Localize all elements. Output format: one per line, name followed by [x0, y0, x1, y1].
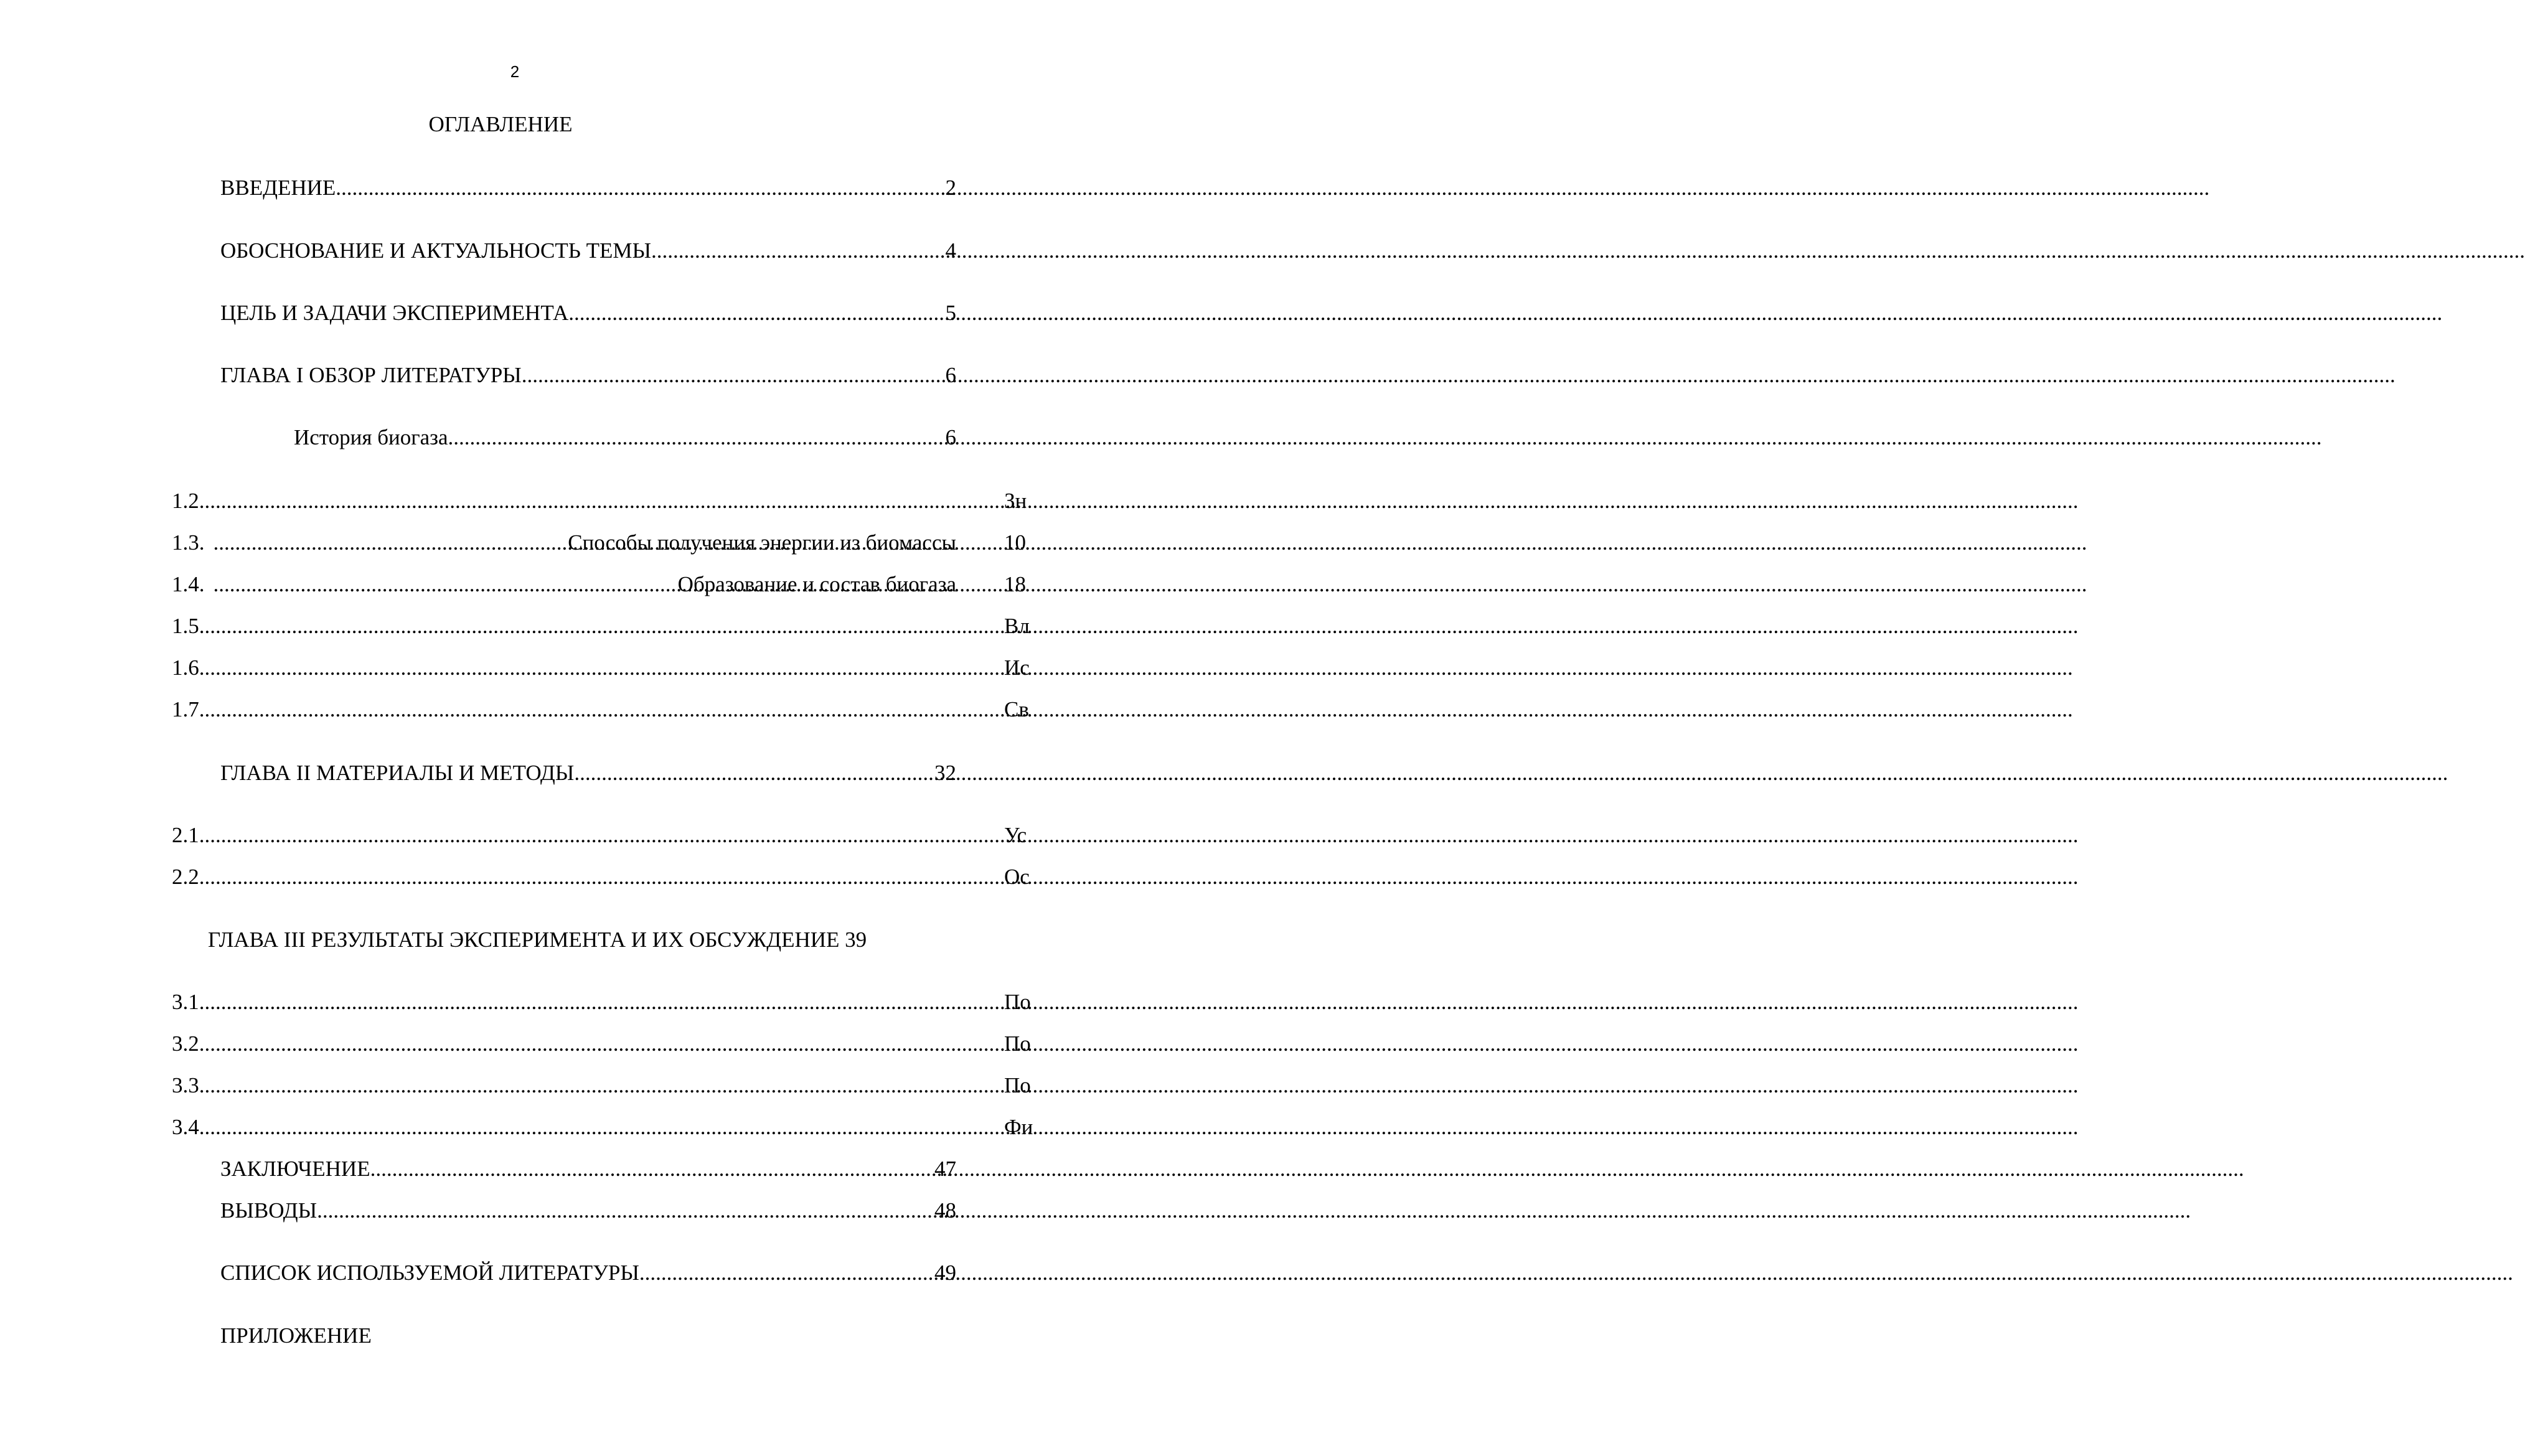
dot-leader	[205, 1073, 953, 1098]
toc-entry-label: ГЛАВА II МАТЕРИАЛЫ И МЕТОДЫ	[220, 761, 575, 785]
toc-item-2-1[interactable]	[172, 823, 952, 848]
item-overflow-text: По	[1004, 1031, 1031, 1056]
item-number: 3.2.	[172, 1031, 205, 1056]
item-number: 3.3.	[172, 1073, 205, 1097]
toc-entry-chapter-1[interactable]	[220, 363, 956, 388]
dot-leader	[448, 425, 941, 450]
toc-item-1-2[interactable]	[172, 489, 952, 514]
dot-leader	[651, 238, 940, 263]
toc-entry-label: ЗАКЛЮЧЕНИЕ	[220, 1157, 370, 1181]
item-number: 3.1.	[172, 990, 205, 1014]
toc-entry-page: 4	[945, 238, 956, 263]
item-title: Способы получения энергии из биомассы	[568, 530, 956, 555]
toc-entry-conclusion[interactable]	[220, 1157, 956, 1181]
item-overflow-text: 10	[1004, 530, 1026, 555]
dot-leader	[568, 301, 940, 326]
dot-leader	[522, 363, 941, 388]
item-overflow-text: Вл	[1004, 614, 1030, 638]
toc-entry-label: ЦЕЛЬ И ЗАДАЧИ ЭКСПЕРИМЕНТА	[220, 301, 569, 325]
toc-entry-goals[interactable]	[220, 301, 956, 326]
item-overflow-text: 18	[1004, 572, 1026, 596]
toc-entry-page: 48	[934, 1198, 956, 1223]
toc-entry-relevance[interactable]	[220, 238, 956, 263]
toc-entry-page: 39	[845, 928, 867, 952]
toc-item-1-5[interactable]	[172, 614, 952, 639]
toc-entry-label: ГЛАВА III РЕЗУЛЬТАТЫ ЭКСПЕРИМЕНТА И ИХ ОБСУЖДЕНИЕ	[208, 928, 840, 952]
dot-leader	[317, 1198, 929, 1223]
toc-entry-page: 5	[945, 301, 956, 325]
item-overflow-text: Ис	[1004, 655, 1030, 680]
item-number: 1.6	[172, 655, 199, 680]
toc-entry-label: ВЫВОДЫ	[220, 1198, 317, 1223]
dot-leader	[205, 823, 953, 848]
toc-entry-page: 49	[934, 1261, 956, 1285]
item-number: 1.4.	[172, 572, 205, 596]
toc-entry-page: 2	[945, 176, 956, 200]
toc-title: ОГЛАВЛЕНИЕ	[428, 112, 573, 136]
toc-item-3-1[interactable]	[172, 990, 952, 1015]
item-overflow-text: Ус	[1004, 823, 1027, 847]
toc-entry-label: ГЛАВА I ОБЗОР ЛИТЕРАТУРЫ	[220, 363, 522, 387]
item-title: Образование и состав биогаза	[677, 572, 956, 596]
item-number: 2.2.	[172, 865, 205, 889]
toc-entry-label: ОБОСНОВАНИЕ И АКТУАЛЬНОСТЬ ТЕМЫ	[220, 238, 652, 263]
toc-entry-page: 47	[934, 1157, 956, 1181]
dot-leader	[199, 697, 952, 722]
item-overflow-text: Ос	[1004, 865, 1030, 889]
page-number: 2	[510, 62, 520, 81]
dot-leader	[205, 1115, 953, 1140]
item-overflow-text: Зн	[1004, 489, 1027, 513]
dot-leader	[214, 530, 568, 555]
dot-leader	[336, 176, 940, 200]
toc-item-3-3[interactable]	[172, 1073, 952, 1098]
toc-item-3-2[interactable]	[172, 1031, 952, 1056]
toc-entry-page: 32	[934, 761, 956, 785]
toc-entry-chapter-3[interactable]	[208, 928, 867, 952]
toc-item-1-7[interactable]	[172, 697, 952, 722]
dot-leader	[205, 489, 953, 514]
toc-item-3-4[interactable]	[172, 1115, 952, 1140]
toc-entry-appendix[interactable]: ПРИЛОЖЕНИЕ	[220, 1323, 372, 1348]
dot-leader	[639, 1261, 929, 1285]
item-number: 1.5.	[172, 614, 205, 638]
dot-leader	[214, 572, 678, 597]
item-number: 1.3.	[172, 530, 205, 555]
toc-entry-findings[interactable]	[220, 1198, 956, 1223]
toc-entry-references[interactable]	[220, 1261, 956, 1285]
toc-item-1-6[interactable]	[172, 655, 952, 680]
item-overflow-text: По	[1004, 1073, 1031, 1097]
dot-leader	[205, 990, 953, 1015]
dot-leader	[205, 1031, 953, 1056]
item-number: 1.7	[172, 697, 199, 721]
toc-entry-page: 6	[945, 425, 956, 449]
toc-entry-label: СПИСОК ИСПОЛЬЗУЕМОЙ ЛИТЕРАТУРЫ	[220, 1261, 639, 1285]
toc-entry-label: История биогаза	[294, 425, 448, 449]
dot-leader	[199, 655, 952, 680]
toc-entry-page: 6	[945, 363, 956, 387]
dot-leader	[205, 614, 953, 639]
toc-item-2-2[interactable]	[172, 865, 952, 890]
item-overflow-text: Фи	[1004, 1115, 1033, 1139]
item-number: 2.1.	[172, 823, 205, 847]
toc-entry-chapter-2[interactable]	[220, 761, 956, 786]
item-number: 3.4.	[172, 1115, 205, 1139]
item-overflow-text: Св	[1004, 697, 1029, 721]
toc-entry-label: ВВЕДЕНИЕ	[220, 176, 336, 200]
toc-entry-introduction[interactable]	[220, 176, 956, 200]
dot-leader	[205, 865, 953, 890]
toc-item-1-4[interactable]	[172, 572, 956, 597]
dot-leader	[370, 1157, 929, 1181]
dot-leader	[574, 761, 929, 786]
toc-item-1-3[interactable]	[172, 530, 956, 555]
item-number: 1.2.	[172, 489, 205, 513]
toc-entry-biogas-history[interactable]	[294, 425, 956, 450]
item-overflow-text: По	[1004, 990, 1031, 1014]
